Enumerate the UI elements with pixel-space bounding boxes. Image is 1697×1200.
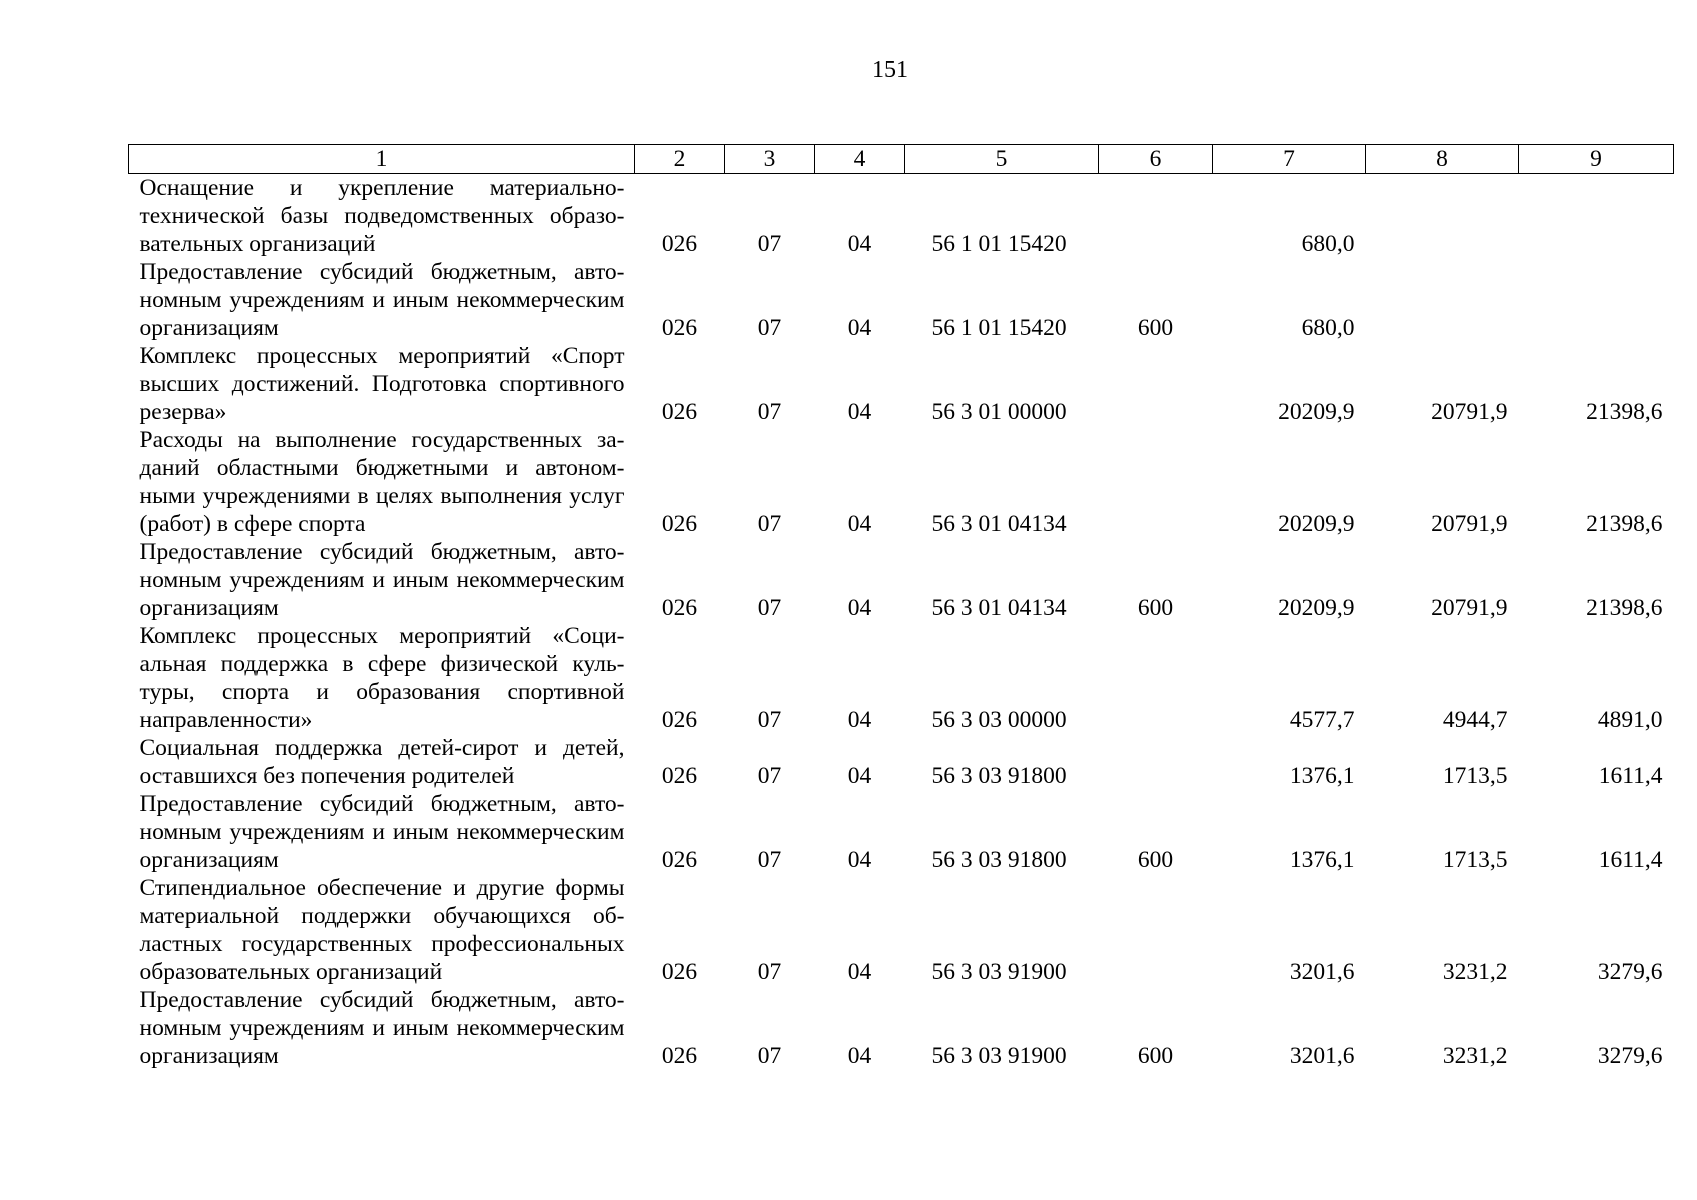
row-name: Оснащение и укрепление материально-технической базы подведомственных образовательных организаций <box>139 175 625 257</box>
row-amount-col-8: 20791,9 <box>1431 399 1508 425</box>
header-col-6: 6 <box>1099 145 1213 174</box>
row-csr: 56 3 01 04134 <box>931 595 1067 621</box>
row-vr <box>1099 426 1213 538</box>
row-name: Предоставление субсидий бюджетным, автономным учреждениям и иным некоммерческим организациям <box>139 791 625 873</box>
row-amount-col-7: 20209,9 <box>1278 399 1355 425</box>
row-rz: 07 <box>757 595 782 621</box>
row-vr <box>1099 734 1213 790</box>
row-gr: 026 <box>661 959 698 985</box>
row-amount-col-8 <box>1366 174 1519 259</box>
row-amount-col-7: 1376,1 <box>1289 763 1355 789</box>
row-pr: 04 <box>847 511 872 537</box>
row-vr: 600 <box>1137 595 1174 621</box>
row-pr: 04 <box>847 707 872 733</box>
table-body <box>129 174 1674 1071</box>
row-vr <box>1099 622 1213 734</box>
row-rz: 07 <box>757 399 782 425</box>
row-vr: 600 <box>1137 1043 1174 1069</box>
row-amount-col-8: 3231,2 <box>1442 959 1508 985</box>
row-name: Стипендиальное обеспечение и другие формы материальной поддержки обучающихся областных государственных профессиональных образовательных организаций <box>139 875 625 985</box>
row-amount-col-8: 20791,9 <box>1431 595 1508 621</box>
row-gr: 026 <box>661 595 698 621</box>
row-csr: 56 1 01 15420 <box>931 231 1067 257</box>
row-amount-col-7: 1376,1 <box>1289 847 1355 873</box>
row-name: Социальная поддержка детей-сирот и детей, оставшихся без попечения родителей <box>139 735 625 789</box>
table-row <box>129 342 1674 426</box>
table-row <box>129 790 1674 874</box>
row-amount-col-8: 20791,9 <box>1431 511 1508 537</box>
row-gr: 026 <box>661 707 698 733</box>
table-row <box>129 426 1674 538</box>
row-csr: 56 3 03 00000 <box>931 707 1067 733</box>
header-col-8: 8 <box>1366 145 1519 174</box>
row-amount-col-7: 3201,6 <box>1289 959 1355 985</box>
row-csr: 56 3 03 91900 <box>931 1043 1067 1069</box>
row-gr: 026 <box>661 315 698 341</box>
row-amount-col-9: 21398,6 <box>1586 511 1663 537</box>
row-pr: 04 <box>847 231 872 257</box>
row-vr: 600 <box>1137 847 1174 873</box>
row-amount-col-9: 1611,4 <box>1598 763 1663 789</box>
row-gr: 026 <box>661 399 698 425</box>
row-gr: 026 <box>661 847 698 873</box>
row-csr: 56 3 03 91800 <box>931 763 1067 789</box>
page-number: 151 <box>872 57 908 83</box>
row-amount-col-9: 1611,4 <box>1598 847 1663 873</box>
table-row <box>129 174 1674 259</box>
row-pr: 04 <box>847 1043 872 1069</box>
row-name: Предоставление субсидий бюджетным, автономным учреждениям и иным некоммерческим организациям <box>139 987 625 1069</box>
row-gr: 026 <box>661 763 698 789</box>
row-csr: 56 3 01 00000 <box>931 399 1067 425</box>
row-amount-col-7: 680,0 <box>1301 315 1355 341</box>
row-vr <box>1099 174 1213 259</box>
row-name: Комплекс процессных мероприятий «Социальная поддержка в сфере физической культуры, спорта и образования спортивной направленности» <box>139 623 625 733</box>
row-gr: 026 <box>661 1043 698 1069</box>
row-rz: 07 <box>757 959 782 985</box>
row-amount-col-7: 680,0 <box>1301 231 1355 257</box>
row-amount-col-7: 20209,9 <box>1278 511 1355 537</box>
row-vr <box>1099 342 1213 426</box>
row-rz: 07 <box>757 707 782 733</box>
row-csr: 56 1 01 15420 <box>931 315 1067 341</box>
row-csr: 56 3 01 04134 <box>931 511 1067 537</box>
row-amount-col-8: 1713,5 <box>1442 847 1508 873</box>
row-amount-col-9: 21398,6 <box>1586 399 1663 425</box>
header-col-4: 4 <box>815 145 905 174</box>
row-rz: 07 <box>757 231 782 257</box>
row-amount-col-8: 4944,7 <box>1442 707 1508 733</box>
row-amount-col-7: 20209,9 <box>1278 595 1355 621</box>
row-pr: 04 <box>847 959 872 985</box>
row-amount-col-9 <box>1519 258 1674 342</box>
row-pr: 04 <box>847 399 872 425</box>
row-amount-col-8: 3231,2 <box>1442 1043 1508 1069</box>
row-amount-col-8 <box>1366 258 1519 342</box>
row-amount-col-9: 3279,6 <box>1597 959 1663 985</box>
row-amount-col-9 <box>1519 174 1674 259</box>
row-rz: 07 <box>757 763 782 789</box>
row-csr: 56 3 03 91800 <box>931 847 1067 873</box>
row-gr: 026 <box>661 231 698 257</box>
row-rz: 07 <box>757 1043 782 1069</box>
header-col-7: 7 <box>1213 145 1366 174</box>
row-rz: 07 <box>757 511 782 537</box>
row-amount-col-9: 21398,6 <box>1586 595 1663 621</box>
row-name: Предоставление субсидий бюджетным, автономным учреждениям и иным некоммерческим организациям <box>139 539 625 621</box>
row-rz: 07 <box>757 847 782 873</box>
header-col-9: 9 <box>1519 145 1674 174</box>
budget-table <box>128 144 1674 1070</box>
row-amount-col-8: 1713,5 <box>1442 763 1508 789</box>
row-vr <box>1099 874 1213 986</box>
header-col-2: 2 <box>635 145 725 174</box>
header-row <box>129 145 1674 174</box>
row-rz: 07 <box>757 315 782 341</box>
table-row <box>129 874 1674 986</box>
table-row <box>129 734 1674 790</box>
row-amount-col-9: 4891,0 <box>1597 707 1663 733</box>
row-csr: 56 3 03 91900 <box>931 959 1067 985</box>
header-col-1: 1 <box>129 145 635 174</box>
table-row <box>129 258 1674 342</box>
row-name: Предоставление субсидий бюджетным, автономным учреждениям и иным некоммерческим организациям <box>139 259 625 341</box>
row-name: Расходы на выполнение государственных заданий областными бюджетными и автономными учреждениями в целях выполнения услуг (работ) в сфере спорта <box>139 427 625 537</box>
row-pr: 04 <box>847 847 872 873</box>
table-header <box>129 145 1674 174</box>
header-col-3: 3 <box>725 145 815 174</box>
header-col-5: 5 <box>905 145 1099 174</box>
table-row <box>129 986 1674 1070</box>
row-amount-col-7: 4577,7 <box>1289 707 1355 733</box>
row-amount-col-9: 3279,6 <box>1597 1043 1663 1069</box>
row-name: Комплекс процессных мероприятий «Спорт высших достижений. Подготовка спортивного резерва» <box>139 343 625 425</box>
row-amount-col-7: 3201,6 <box>1289 1043 1355 1069</box>
row-vr: 600 <box>1137 315 1174 341</box>
table-row <box>129 622 1674 734</box>
row-pr: 04 <box>847 315 872 341</box>
row-gr: 026 <box>661 511 698 537</box>
row-pr: 04 <box>847 763 872 789</box>
table-row <box>129 538 1674 622</box>
row-pr: 04 <box>847 595 872 621</box>
